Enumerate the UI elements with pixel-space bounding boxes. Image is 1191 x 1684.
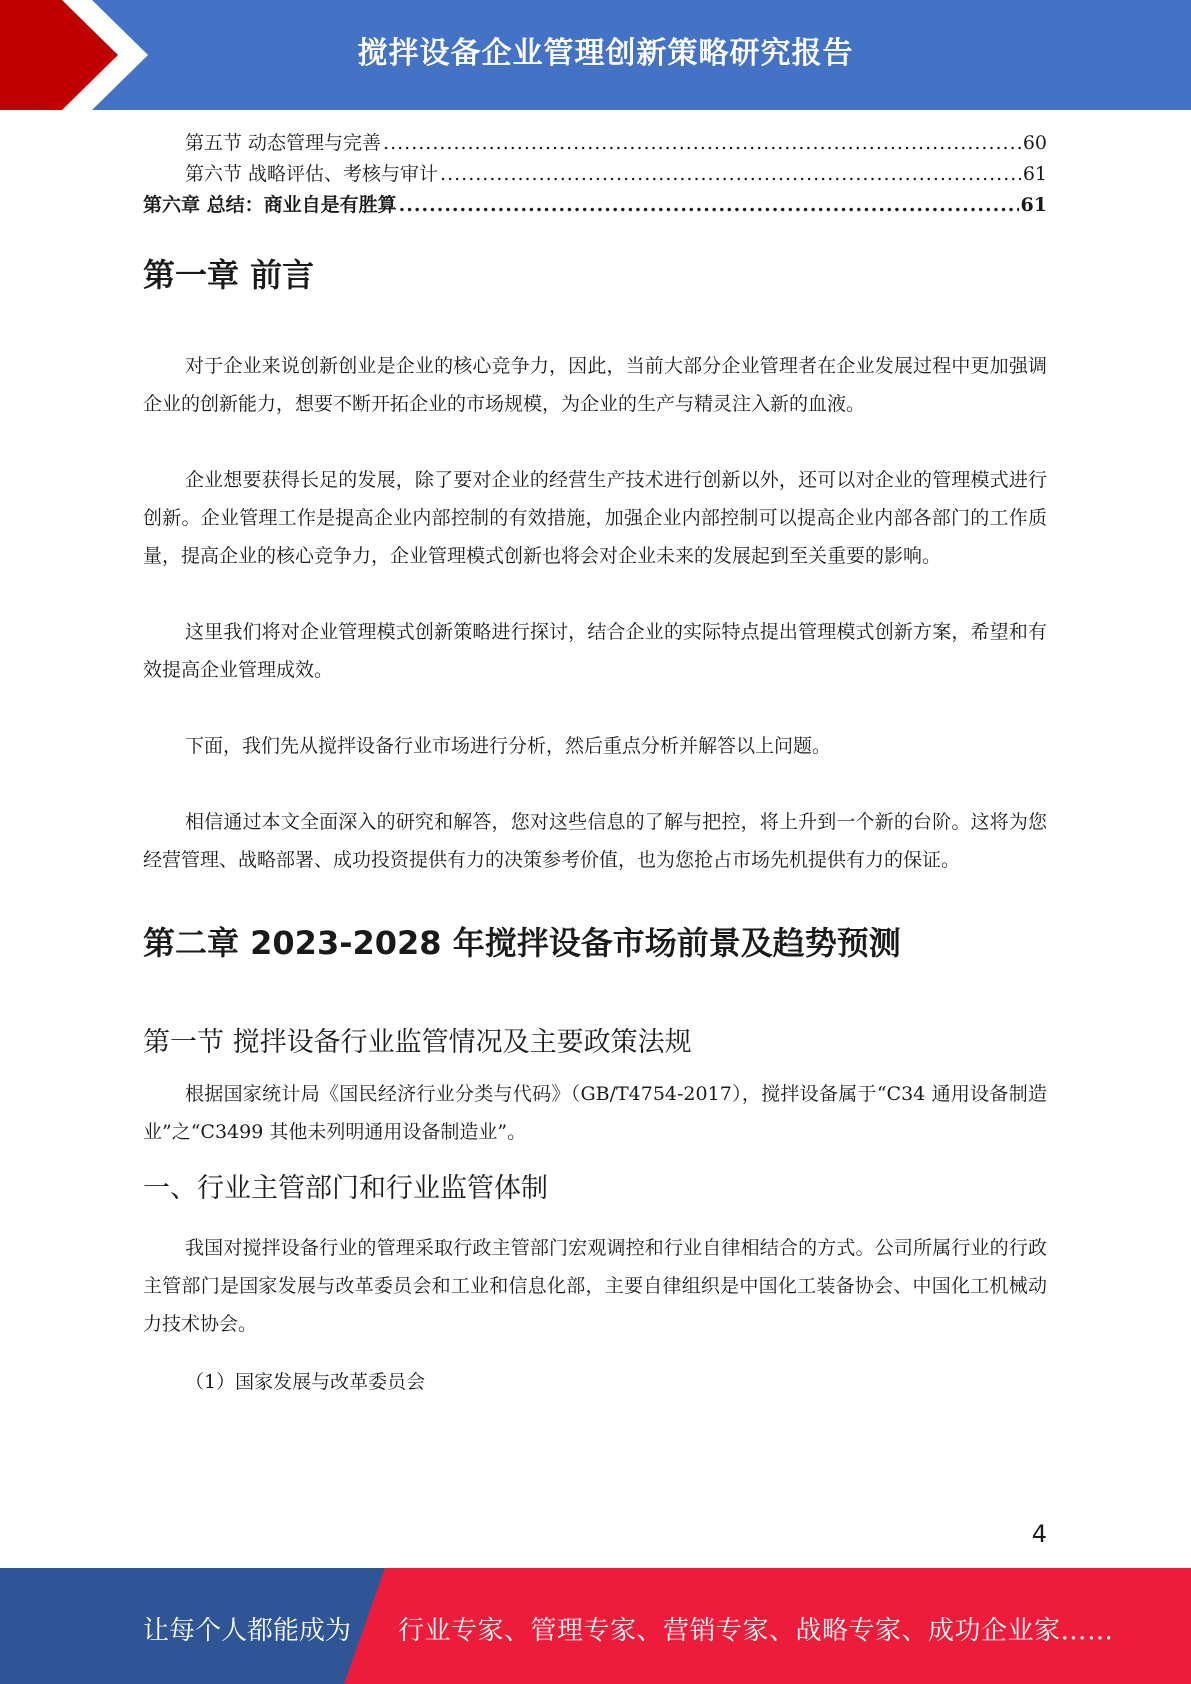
- toc-entry[interactable]: [143, 159, 1047, 190]
- toc-entry-page: 61: [1020, 194, 1047, 216]
- toc-leader-dots: [440, 159, 1021, 190]
- body-paragraph: 下面，我们先从搅拌设备行业市场进行分析，然后重点分析并解答以上问题。: [185, 735, 832, 757]
- toc-leader-dots: [383, 128, 1021, 159]
- report-title: 搅拌设备企业管理创新策略研究报告: [357, 36, 854, 71]
- toc-entry-page: 60: [1022, 132, 1047, 154]
- toc-entry-title: 第六章 总结：商业自是有胜算: [143, 194, 397, 216]
- toc-leader-dots: [399, 190, 1019, 221]
- toc-entry-title: 第五节 动态管理与完善: [185, 132, 382, 154]
- body-paragraph: 相信通过本文全面深入的研究和解答，您对这些信息的了解与把控，将上升到一个新的台阶。这将为您经营管理、战略部署、成功投资提供有力的决策参考价值，也为您抢占市场先机提供有力的保证。: [143, 811, 1047, 871]
- toc-entry-page: 61: [1022, 163, 1047, 185]
- toc-entry-title: 第六节 战略评估、考核与审计: [185, 163, 439, 185]
- footer-slogan-right: 行业专家、管理专家、营销专家、战略专家、成功企业家……: [398, 1616, 1114, 1646]
- body-paragraph: 对于企业来说创新创业是企业的核心竞争力，因此，当前大部分企业管理者在企业发展过程中更加强调企业的创新能力，想要不断开拓企业的市场规模，为企业的生产与精灵注入新的血液。: [143, 355, 1047, 415]
- subsection-heading: 一、行业主管部门和行业监管体制: [143, 1173, 548, 1204]
- list-item: （1）国家发展与改革委员会: [185, 1371, 426, 1393]
- page-number: 4: [1031, 1520, 1047, 1548]
- toc-entry[interactable]: [143, 128, 1047, 159]
- body-paragraph: 企业想要获得长足的发展，除了要对企业的经营生产技术进行创新以外，还可以对企业的管理模式进行创新。企业管理工作是提高企业内部控制的有效措施，加强企业内部控制可以提高企业内部各部门的工作质量，提高企业的核心竞争力，企业管理模式创新也将会对企业未来的发展起到至关重要的影响。: [143, 469, 1047, 567]
- chapter-2-heading: 第二章 2023-2028 年搅拌设备市场前景及趋势预测: [143, 924, 901, 962]
- body-paragraph: 这里我们将对企业管理模式创新策略进行探讨，结合企业的实际特点提出管理模式创新方案，希望和有效提高企业管理成效。: [143, 621, 1047, 681]
- page-header: [0, 0, 1191, 110]
- body-paragraph: 我国对搅拌设备行业的管理采取行政主管部门宏观调控和行业自律相结合的方式。公司所属行业的行政主管部门是国家发展与改革委员会和工业和信息化部，主要自律组织是中国化工装备协会、中国化工机械动力技术协会。: [143, 1237, 1047, 1335]
- chapter-1-heading: 第一章 前言: [143, 256, 315, 294]
- toc-entry[interactable]: [143, 190, 1047, 221]
- section-heading: 第一节 搅拌设备行业监管情况及主要政策法规: [143, 1027, 692, 1058]
- document-body: [143, 128, 1047, 1401]
- page-footer: [0, 1568, 1191, 1684]
- footer-slogan-left: 让每个人都能成为: [143, 1616, 352, 1646]
- table-of-contents: [143, 128, 1047, 221]
- body-paragraph: 根据国家统计局《国民经济行业分类与代码》（GB/T4754-2017），搅拌设备属于“C34 通用设备制造业”之“C3499 其他未列明通用设备制造业”。: [143, 1083, 1047, 1143]
